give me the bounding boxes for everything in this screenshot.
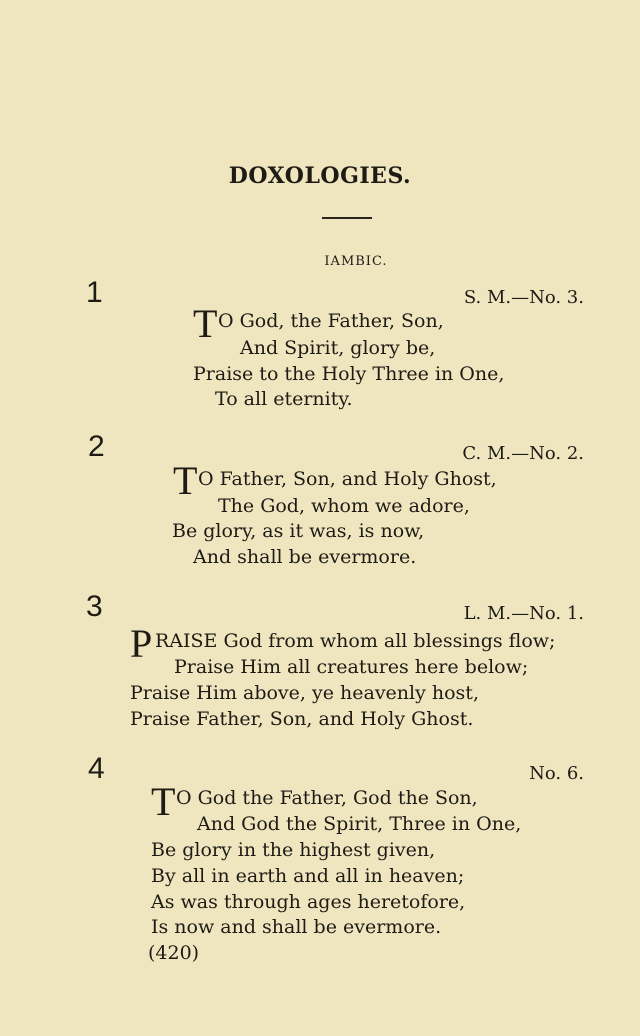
- verse-line: Be glory in the highest given,: [151, 839, 436, 861]
- verse-line: As was through ages heretofore,: [151, 891, 466, 913]
- verse-line: O Father, Son, and Holy Ghost,: [198, 468, 497, 490]
- doxology-number: 3: [86, 590, 103, 623]
- verse-line: O God, the Father, Son,: [218, 310, 444, 332]
- verse-line: And shall be evermore.: [193, 546, 417, 568]
- title-rule: [322, 217, 372, 219]
- page-number: (420): [148, 942, 200, 964]
- drop-cap: T: [151, 779, 176, 824]
- verse-line: The God, whom we adore,: [218, 495, 470, 517]
- drop-cap: P: [130, 621, 153, 666]
- verse-line: Praise Him above, ye heavenly host,: [130, 682, 479, 704]
- verse-line: Be glory, as it was, is now,: [172, 520, 425, 542]
- verse-line: By all in earth and all in heaven;: [151, 865, 465, 887]
- meter-label: C. M.—No. 2.: [462, 443, 584, 464]
- doxology-number: 4: [88, 752, 105, 785]
- doxology-number: 1: [86, 276, 103, 309]
- verse-line: And God the Spirit, Three in One,: [197, 813, 522, 835]
- doxology-number: 2: [88, 430, 105, 463]
- drop-cap: T: [173, 458, 198, 503]
- page-title: DOXOLOGIES.: [228, 163, 412, 189]
- meter-label: S. M.—No. 3.: [463, 287, 584, 308]
- verse-line: RAISE God from whom all blessings flow;: [155, 630, 556, 652]
- meter-label: L. M.—No. 1.: [463, 603, 584, 624]
- verse-line: And Spirit, glory be,: [240, 337, 436, 359]
- meter-label: No. 6.: [529, 763, 584, 784]
- drop-cap: T: [193, 301, 218, 346]
- verse-line: Praise Him all creatures here below;: [174, 656, 529, 678]
- section-subtitle: IAMBIC.: [324, 254, 388, 269]
- verse-line: Praise to the Holy Three in One,: [193, 363, 505, 385]
- verse-line: Praise Father, Son, and Holy Ghost.: [130, 708, 474, 730]
- verse-line: To all eternity.: [215, 388, 353, 410]
- verse-line: Is now and shall be evermore.: [151, 916, 442, 938]
- verse-line: O God the Father, God the Son,: [176, 787, 478, 809]
